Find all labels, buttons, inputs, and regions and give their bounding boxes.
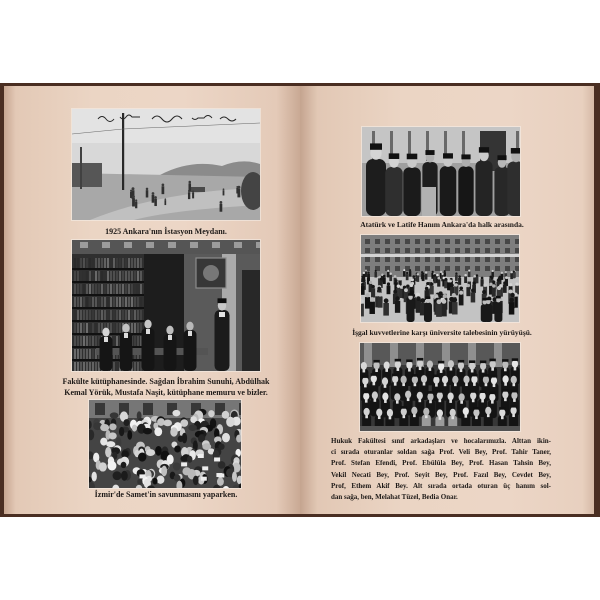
caption-line: Hukuk Fakültesi sınıf arkadaşları ve hocalarımızla. Alttan ikin- xyxy=(331,437,551,445)
caption-line: 1925 Ankara'nın İstasyon Meydanı. xyxy=(105,227,227,236)
caption-student-march xyxy=(330,327,554,338)
caption-line: Kemal Yörük, Mustafa Naşit, kütüphane memuru ve bizler. xyxy=(64,388,268,397)
caption-line: Prof, Ethem Akif Bey. Alt sırada ortada oturan üç hanım sol- xyxy=(331,481,551,490)
caption-line: ci sırada oturanlar soldan sağa Prof. Veli Bey, Prof. Tahir Taner, xyxy=(331,448,551,457)
photo-law-faculty-class xyxy=(360,343,520,431)
caption-line: İzmir'de Samet'in savunmasını yaparken. xyxy=(94,490,238,499)
photo-ataturk-latife xyxy=(362,127,520,216)
caption-ankara-station-square xyxy=(54,226,278,237)
photo-faculty-library xyxy=(72,240,260,371)
photo-student-march xyxy=(361,235,519,322)
open-book xyxy=(0,83,600,517)
caption-line: Fakülte kütüphanesinde. Sağdan İbrahim Sunuhi, Abdülhak xyxy=(62,377,270,386)
caption-line: Vekil Necati Bey, Prof. Seyit Bey, Prof. Fazıl Bey, Cevdet Bey, xyxy=(331,470,551,479)
caption-ataturk-latife xyxy=(330,219,554,230)
caption-izmir-defense xyxy=(54,489,278,500)
right-page xyxy=(300,86,594,514)
caption-faculty-library xyxy=(50,376,282,398)
caption-law-faculty-class xyxy=(331,436,551,503)
caption-line: dan sağa, ben, Melahat Tüzel, Bedia Onar. xyxy=(331,493,458,502)
caption-line: Atatürk ve Latife Hanım Ankara'da halk arasında. xyxy=(360,220,524,229)
photo-izmir-defense xyxy=(89,400,241,488)
left-page xyxy=(4,86,300,514)
caption-line: Prof. Stefan Efendi, Prof. Ebülûla Bey, Prof. Hasan Tahsin Bey, xyxy=(331,459,551,468)
caption-line: İşgal kuvvetlerine karşı üniversite talebesinin yürüyüşü. xyxy=(352,328,532,337)
photo-ankara-station-square xyxy=(72,109,260,220)
